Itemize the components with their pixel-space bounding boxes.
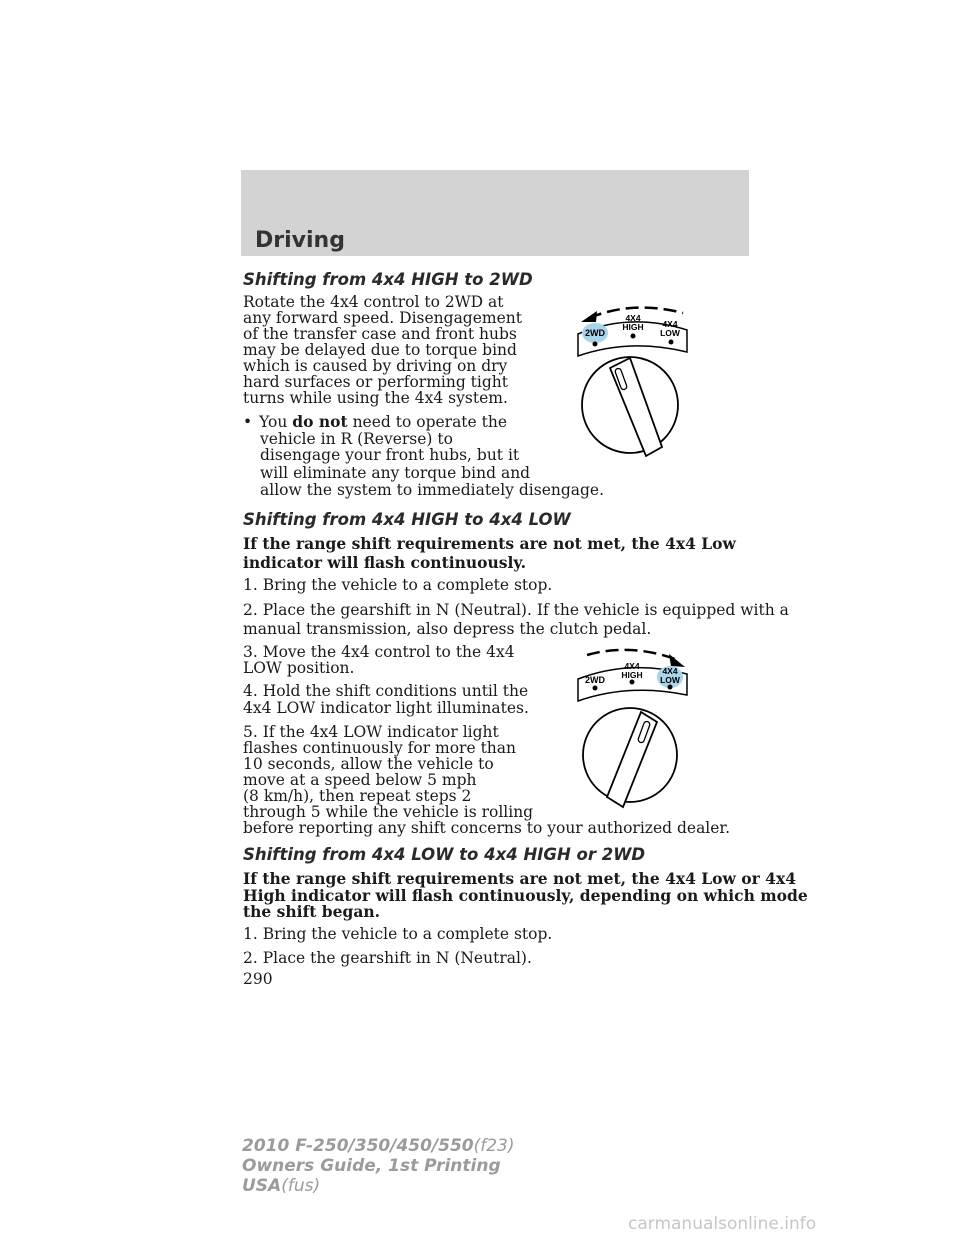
paragraph-line: of the transfer case and front hubs [243,325,517,343]
bullet-prefix: You [259,413,293,431]
bullet-line: disengage your front hubs, but it [260,446,520,464]
paragraph-line: may be delayed due to torque bind [243,341,517,359]
bullet-line1-rest: need to operate the [347,413,508,431]
warning-line: High indicator will flash continuously, depending on which mode [243,886,808,905]
step-3-line: 3. Move the 4x4 control to the 4x4 [243,643,515,661]
section-header-band [241,170,749,256]
step-2-line: 2. Place the gearshift in N (Neutral). If the vehicle is equipped with a [243,601,789,619]
bullet-line: vehicle in R (Reverse) to [260,430,453,448]
step-5-line: before reporting any shift concerns to your authorized dealer. [243,819,731,837]
dial1-2wd-label: 2WD [585,328,605,338]
warning-line: indicator will flash continuously. [243,553,527,572]
step-4-line: 4x4 LOW indicator light illuminates. [243,699,529,717]
step-2: 2. Place the gearshift in N (Neutral). [243,949,532,967]
footer-region-tag: (fus) [281,1176,321,1196]
paragraph-line: Rotate the 4x4 control to 2WD at [243,293,504,311]
watermark-text: carmanualsonline.info [628,1214,817,1234]
step-5-line: move at a speed below 5 mph [243,771,477,789]
footer-region: USA [242,1176,282,1196]
paragraph-line: any forward speed. Disengagement [243,309,522,327]
step-5-line: flashes continuously for more than [243,739,517,757]
dial1-low-label-1: 4X4 [662,319,678,329]
step-5-line: 10 seconds, allow the vehicle to [243,755,494,773]
warning-line: If the range shift requirements are not met, the 4x4 Low or 4x4 [243,869,796,888]
step-5-line: through 5 while the vehicle is rolling [243,803,534,821]
dial1-high-label-2: HIGH [622,322,644,332]
bullet-line: allow the system to immediately disengage. [260,481,605,499]
dial2-low-label-2: LOW [660,675,680,685]
paragraph-line: turns while using the 4x4 system. [243,389,508,407]
dial1-high-label-1: 4X4 [625,313,641,323]
footer-model: 2010 F-250/350/450/550 [242,1136,474,1156]
4x4-control-dial-low-illustration [575,637,695,817]
paragraph-line: hard surfaces or performing tight [243,373,508,391]
warning-line: the shift began. [243,902,381,921]
bullet-emphasis: do not [292,412,348,431]
page-number: 290 [243,970,273,988]
dial2-high-label-1: 4X4 [624,661,640,671]
paragraph-line: which is caused by driving on dry [243,357,508,375]
heading-4x4-high-to-4x4-low: Shifting from 4x4 HIGH to 4x4 LOW [243,510,571,529]
heading-4x4-low-to-high-or-2wd: Shifting from 4x4 LOW to 4x4 HIGH or 2WD [243,845,646,864]
step-5-line: (8 km/h), then repeat steps 2 [243,787,472,805]
bullet-symbol: • [243,413,253,431]
heading-4x4-high-to-2wd: Shifting from 4x4 HIGH to 2WD [243,270,533,289]
step-1: 1. Bring the vehicle to a complete stop. [243,576,553,594]
step-2-line: manual transmission, also depress the clutch pedal. [243,620,652,638]
step-3-line: LOW position. [243,659,355,677]
section-title: Driving [255,228,345,253]
dial2-low-label-1: 4X4 [662,666,678,676]
bullet-line: will eliminate any torque bind and [260,464,531,482]
bullet-item [243,414,507,430]
4x4-control-dial-2wd-illustration [575,290,695,470]
footer-model-tag: (f23) [473,1136,515,1156]
dial1-low-label-2: LOW [660,328,680,338]
step-4-line: 4. Hold the shift conditions until the [243,682,529,700]
dial2-2wd-label: 2WD [585,675,605,685]
step-5-line: 5. If the 4x4 LOW indicator light [243,723,499,741]
warning-line: If the range shift requirements are not met, the 4x4 Low [243,534,736,553]
document-footer [242,1136,515,1196]
dial2-high-label-2: HIGH [621,670,643,680]
footer-edition: Owners Guide, 1st Printing [242,1156,501,1176]
step-1: 1. Bring the vehicle to a complete stop. [243,925,553,943]
